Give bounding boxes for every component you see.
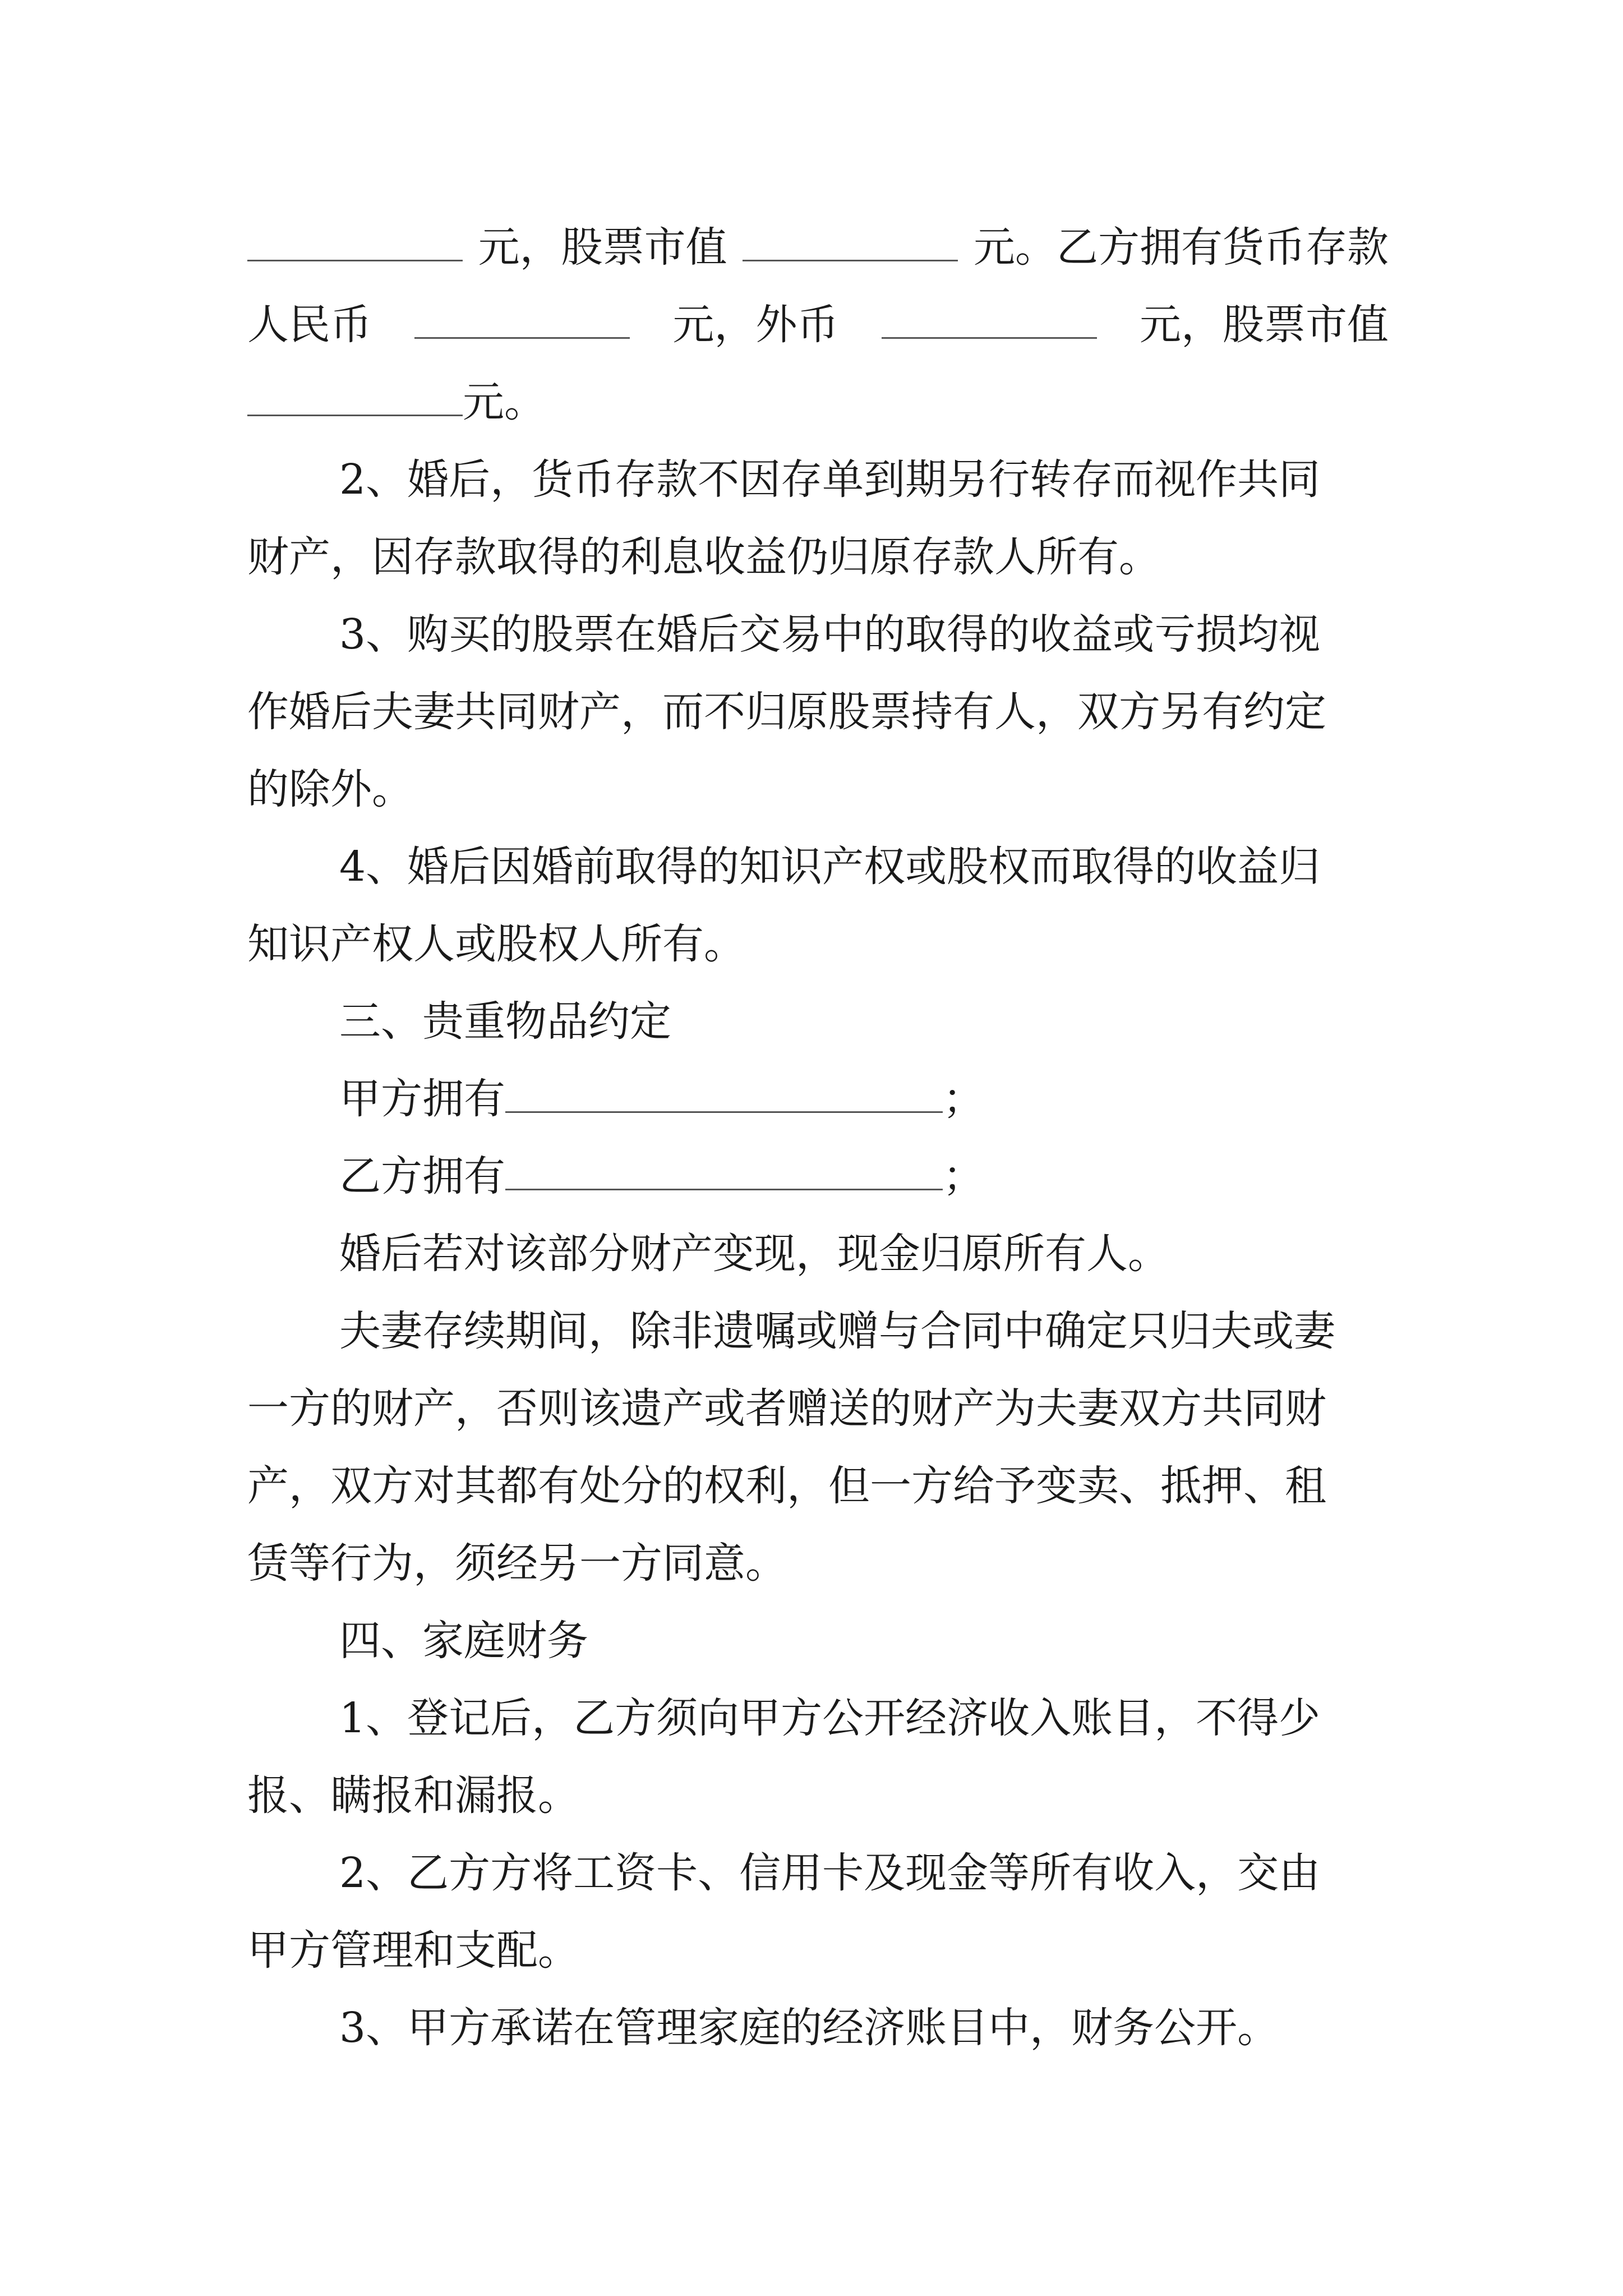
paragraph-line: 3、甲方承诺在管理家庭的经济账目中，财务公开。: [339, 2004, 1279, 2052]
paragraph-line: 1、登记后，乙方须向甲方公开经济收入账目，不得少: [339, 1694, 1321, 1742]
text-segment: 甲方拥有: [339, 1075, 505, 1123]
paragraph-line: 作婚后夫妻共同财产，而不归原股票持有人，双方另有约定: [247, 688, 1326, 736]
paragraph-line: 一方的财产，否则该遗产或者赠送的财产为夫妻双方共同财: [247, 1384, 1326, 1433]
section-heading: 三、贵重物品约定: [339, 997, 671, 1046]
text-segment: 乙方拥有: [339, 1152, 505, 1200]
text-line: [247, 1138, 1389, 1215]
text-segment: 人民币: [247, 301, 372, 349]
text-line: [247, 1060, 1389, 1138]
text-line: [247, 209, 1389, 286]
paragraph-line: 的除外。: [247, 765, 413, 813]
paragraph-line: 4、婚后因婚前取得的知识产权或股权而取得的收益归: [339, 843, 1321, 891]
paragraph-line: 2、婚后，货币存款不因存单到期另行转存而视作共同: [339, 455, 1321, 504]
paragraph-line: 婚后若对该部分财产变现，现金归原所有人。: [339, 1230, 1169, 1278]
fill-blank[interactable]: [882, 302, 1097, 339]
fill-blank[interactable]: [505, 1154, 943, 1190]
paragraph-line: 2、乙方方将工资卡、信用卡及现金等所有收入，交由: [339, 1849, 1321, 1897]
paragraph-line: 知识产权人或股权人所有。: [247, 920, 745, 968]
fill-blank[interactable]: [247, 225, 463, 261]
text-line: [247, 364, 1389, 441]
paragraph-line: 3、购买的股票在婚后交易中的取得的收益或亏损均视: [339, 610, 1321, 659]
fill-blank[interactable]: [414, 302, 630, 339]
fill-blank[interactable]: [247, 380, 463, 416]
text-segment: 元，股票市值: [478, 223, 727, 272]
text-segment: ；: [943, 1152, 984, 1200]
text-segment: 元。: [463, 378, 546, 426]
text-segment: 元，外币: [672, 301, 839, 349]
section-heading: 四、家庭财务: [339, 1617, 588, 1665]
document-body: [247, 209, 1389, 2067]
text-line: [247, 286, 1389, 364]
text-segment: ；: [943, 1075, 984, 1123]
paragraph-line: 产，双方对其都有处分的权利，但一方给予变卖、抵押、租: [247, 1462, 1326, 1510]
paragraph-line: 报、瞒报和漏报。: [247, 1772, 579, 1820]
text-segment: 元。乙方拥有货币存款: [973, 223, 1389, 272]
fill-blank[interactable]: [505, 1076, 943, 1113]
paragraph-line: 财产，因存款取得的利息收益仍归原存款人所有。: [247, 533, 1160, 581]
fill-blank[interactable]: [743, 225, 958, 261]
paragraph-line: 夫妻存续期间，除非遗嘱或赠与合同中确定只归夫或妻: [339, 1307, 1335, 1355]
paragraph-line: 赁等行为，须经另一方同意。: [247, 1539, 787, 1588]
text-segment: 元，股票市值: [1140, 301, 1389, 349]
paragraph-line: 甲方管理和支配。: [247, 1926, 579, 1975]
